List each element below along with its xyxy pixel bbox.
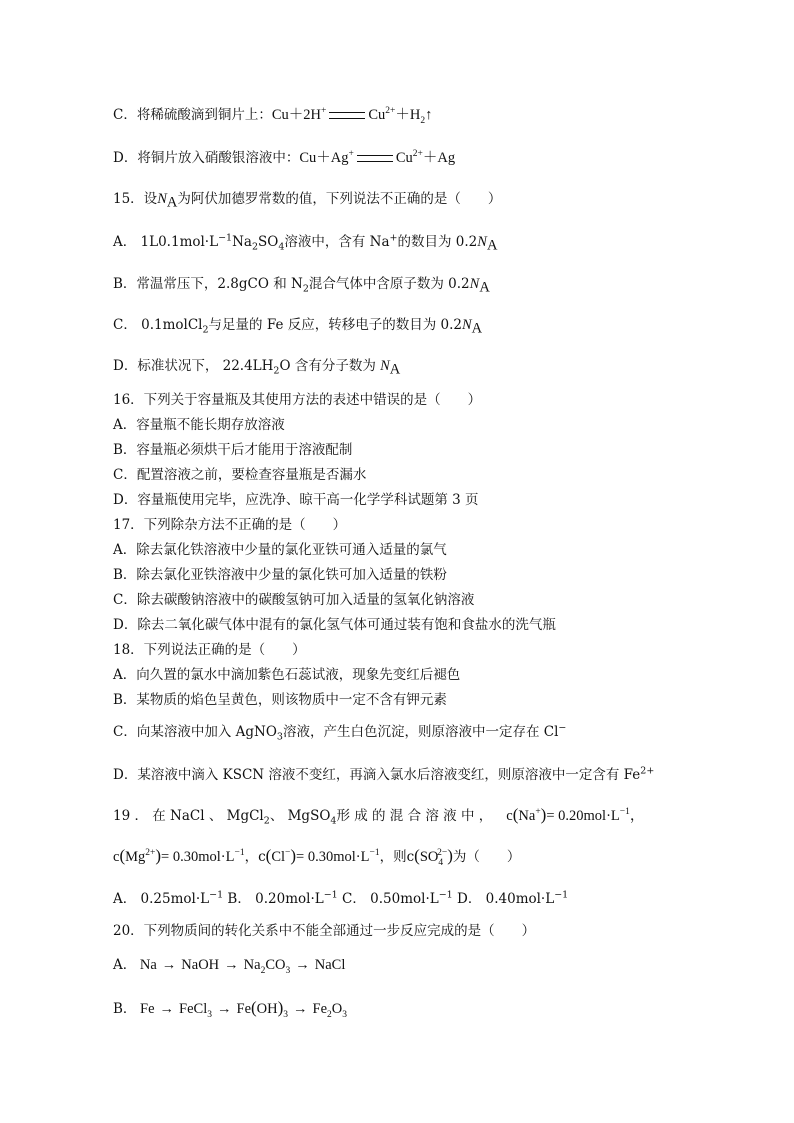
q17-option-c: C．除去碳酸钠溶液中的碳酸氢钠可加入适量的氢氧化钠溶液 (113, 592, 475, 608)
equation: Cu＋2H+ $Cu^{2+}+H_2↑$ (271, 106, 433, 126)
q19-option-c: C． $0.50mol\cdot L^{-1}$ (342, 889, 453, 907)
q18-stem: 18．下列说法正确的是（ ） (113, 642, 306, 658)
q16-stem: 16．下列关于容量瓶及其使用方法的表述中错误的是（ ） (113, 392, 482, 408)
q14-option-c (113, 106, 432, 124)
equation: Cu＋Ag+ $Cu^{2+}+Ag$ (299, 149, 456, 166)
q19-options (113, 890, 568, 908)
q18-option-b: B．某物质的焰色呈黄色，则该物质中一定不含有钾元素 (113, 692, 447, 708)
q16-option-b: B．容量瓶必须烘干后才能用于溶液配制 (113, 442, 353, 458)
q17-stem: 17．下列除杂方法不正确的是（ ） (113, 517, 347, 533)
q18-option-a: A．向久置的氯水中滴加紫色石蕊试液，现象先变红后褪色 (113, 667, 461, 683)
arrow-icon: → (224, 957, 239, 973)
gas-arrow-icon: ↑ (425, 107, 433, 123)
q16-option-c: C．配置溶液之前，要检查容量瓶是否漏水 (113, 467, 367, 483)
q15-option-d: D．标准状况下， $22.4LH_2O$ 含有分子数为 $N_A$ (113, 358, 401, 378)
q14-option-d (113, 149, 455, 167)
q17-option-b: B．除去氯化亚铁溶液中少量的氯化铁可加入适量的铁粉 (113, 567, 447, 583)
option-text: C．将稀硫酸滴到铜片上： (113, 107, 272, 123)
q20-option-b: B． Fe → FeCl$_3$ → $Fe(OH)_3 \to Fe_2O_3$ (113, 998, 348, 1020)
q18-option-d: D．某溶液中滴入 KSCN 溶液不变红，再滴入氯水后溶液变红，则原溶液中一定含有 $Fe^{2+}$ (113, 765, 655, 783)
q15-stem: 15．设$N_A$为阿伏加德罗常数的值，下列说法不正确的是（ ） (113, 191, 502, 211)
q19-option-a: A． $0.25mol\cdot L^{-1}$ (113, 889, 224, 907)
q20-option-a: A． Na → NaOH → $Na_2CO_3$ → NaCl (113, 957, 346, 976)
q15-option-c: C． 0.1molCl$_2$与足量的 Fe 反应，转移电子的数目为 $0.2N_A$ (113, 317, 483, 337)
arrow-icon: → (295, 957, 310, 973)
equals-sign (329, 112, 365, 119)
q20-stem: 20．下列物质间的转化关系中不能全部通过一步反应完成的是（ ） (113, 923, 536, 939)
q15-option-b: B．常温常压下，2.8gCO 和 $N_2$混合气体中含原子数为 $0.2N_A$ (113, 276, 490, 296)
option-text: D．将铜片放入硝酸银溶液中： (113, 150, 300, 166)
arrow-icon: → (293, 1001, 308, 1017)
q17-option-a: A．除去氯化铁溶液中少量的氯化亚铁可通入适量的氯气 (113, 542, 447, 558)
arrow-icon: → (161, 957, 177, 973)
arrow-icon: → (217, 1001, 232, 1017)
q19-option-d: D． $0.40mol\cdot L^{-1}$ (457, 889, 569, 907)
q19-stem-line1: 19 ． 在 NaCl 、 MgCl$_2$、 MgSO$_4$形 成 的 混 合 溶 液 中 ， $c(Na^+)= 0.20mol\cdot L^{-1}$， (113, 805, 645, 827)
q17-option-d: D．除去二氧化碳气体中混有的氯化氢气体可通过装有饱和食盐水的洗气瓶 (113, 617, 556, 633)
q19-stem-line2: $c(Mg^{2+})= 0.30mol\cdot L^{-1}$，$c(Cl^-)= 0.30mol\cdot L^{-1}$，则$c(SO_4^{2-})$为（ ） (113, 846, 521, 868)
q16-option-d: D．容量瓶使用完毕，应洗净、晾干高一化学学科试题第 3 页 (113, 492, 479, 508)
q16-option-a: A．容量瓶不能长期存放溶液 (113, 417, 285, 433)
q18-option-c: C．向某溶液中加入 AgNO$_3$溶液，产生白色沉淀，则原溶液中一定存在 Cl− (113, 722, 567, 743)
q15-option-a: A． $1L0.1mol\cdot L^{-1}Na_2SO_4$溶液中，含有 Na+的数目为 $0.2N_A$ (113, 232, 498, 254)
equals-sign (357, 155, 393, 162)
q19-option-b: B． $0.20mol\cdot L^{-1}$ (227, 889, 338, 907)
arrow-icon: → (159, 1001, 175, 1017)
